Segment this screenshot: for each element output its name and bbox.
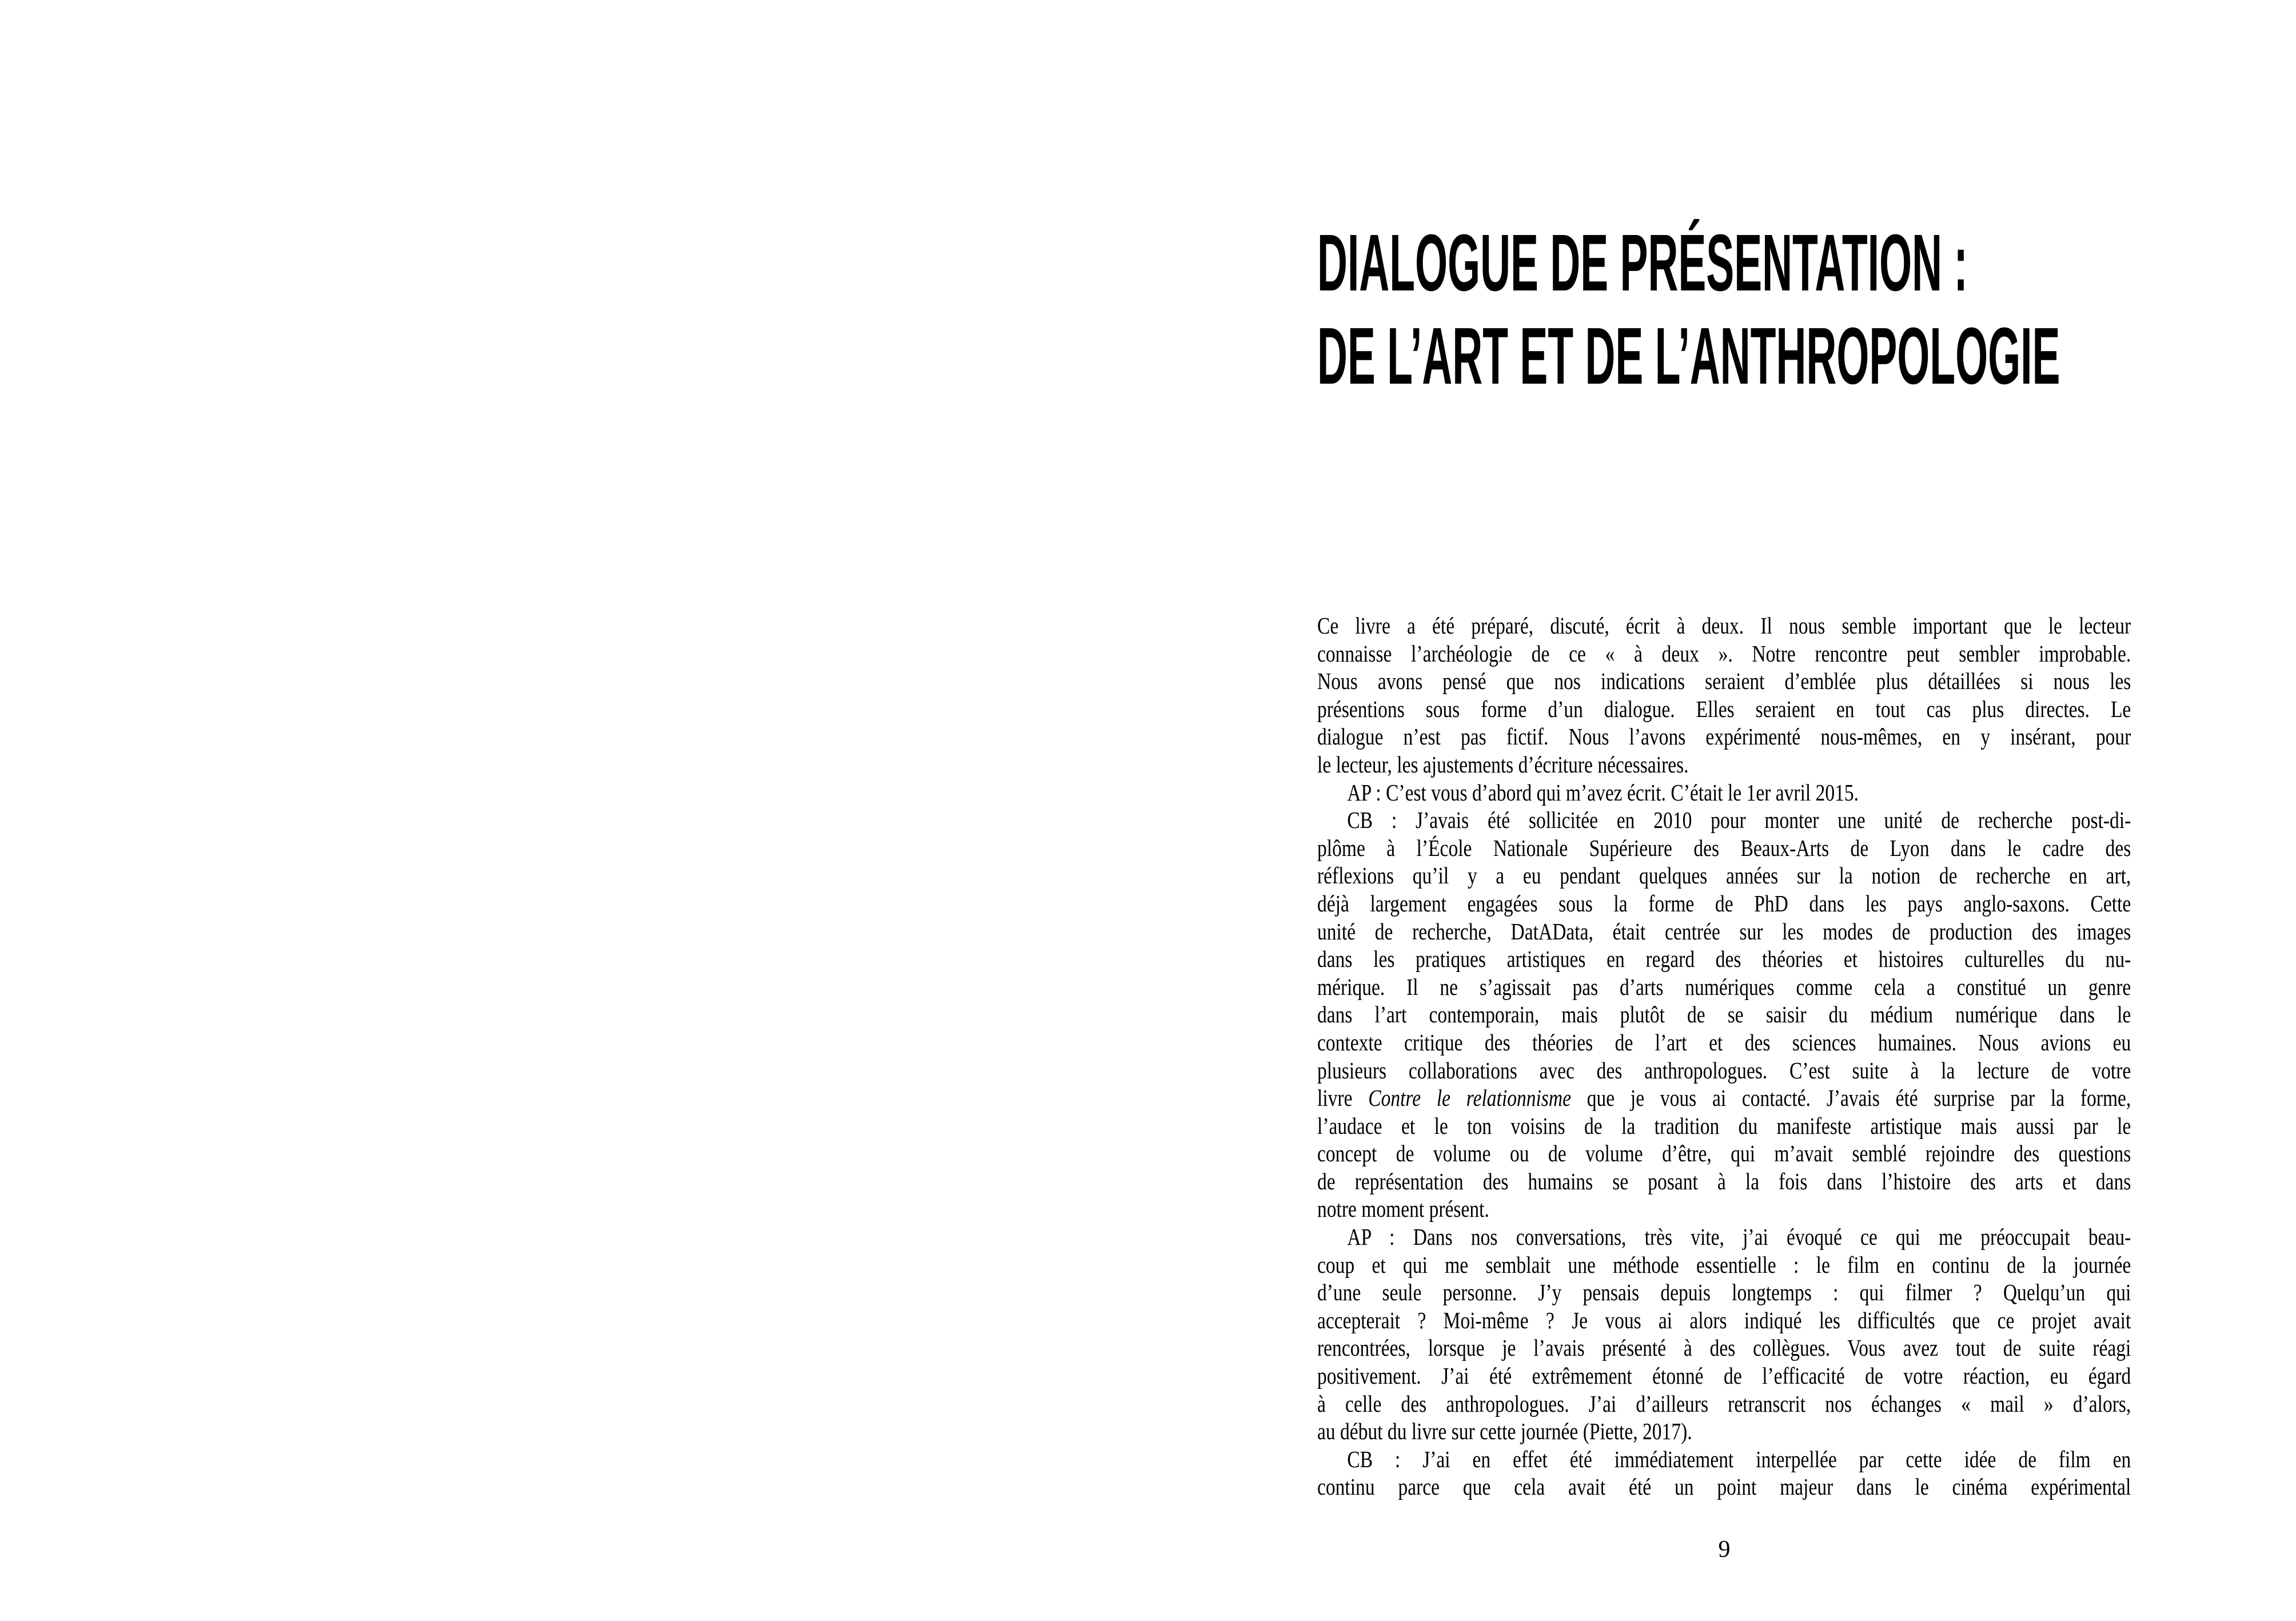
body-line: mérique. Il ne s’agissait pas d’arts numériques comme cela a constitué un genre <box>1317 973 2131 1000</box>
body-line: continu parce que cela avait été un point majeur dans le cinéma expérimental <box>1317 1473 2131 1500</box>
body-line: dans l’art contemporain, mais plutôt de se saisir du médium numérique dans le <box>1317 1001 2131 1028</box>
body-line: rencontrées, lorsque je l’avais présenté à des collègues. Vous avez tout de suite réagi <box>1317 1335 2131 1361</box>
body-line: connaisse l’archéologie de ce « à deux ». Notre rencontre peut sembler improbable. <box>1317 640 2131 667</box>
body-text <box>1317 612 2131 1501</box>
body-line: dialogue n’est pas fictif. Nous l’avons expérimenté nous-mêmes, en y insérant, pour <box>1317 723 2131 750</box>
body-line: AP : Dans nos conversations, très vite, j’ai évoqué ce qui me préoccupait beau- <box>1347 1224 2131 1250</box>
body-line: AP : C’est vous d’abord qui m’avez écrit. C’était le 1er avril 2015. <box>1347 779 1859 806</box>
body-line: notre moment présent. <box>1317 1196 1489 1222</box>
body-line: réflexions qu’il y a eu pendant quelques années sur la notion de recherche en art, <box>1317 862 2131 889</box>
body-line: à celle des anthropologues. J’ai d’ailleurs retranscrit nos échanges « mail » d’alors, <box>1317 1390 2131 1417</box>
body-line: Nous avons pensé que nos indications seraient d’emblée plus détaillées si nous les <box>1317 668 2131 695</box>
body-line: contexte critique des théories de l’art et des sciences humaines. Nous avions eu <box>1317 1029 2131 1056</box>
body-line: déjà largement engagées sous la forme de PhD dans les pays anglo-saxons. Cette <box>1317 890 2131 917</box>
body-line: le lecteur, les ajustements d’écriture nécessaires. <box>1317 751 1689 778</box>
body-line: accepterait ? Moi-même ? Je vous ai alors indiqué les difficultés que ce projet avait <box>1317 1307 2131 1333</box>
body-line: unité de recherche, DatAData, était centrée sur les modes de production des images <box>1317 918 2131 945</box>
body-line: CB : J’avais été sollicitée en 2010 pour monter une unité de recherche post-di- <box>1347 807 2131 834</box>
body-line: l’audace et le ton voisins de la tradition du manifeste artistique mais aussi par le <box>1317 1112 2131 1139</box>
right-page <box>1148 0 2296 1621</box>
body-line: livre Contre le relationnisme que je vous ai contacté. J’avais été surprise par la forme, <box>1317 1085 2131 1112</box>
body-line: concept de volume ou de volume d’être, qui m’avait semblé rejoindre des questions <box>1317 1140 2131 1167</box>
chapter-title <box>1317 216 2296 403</box>
body-line: positivement. J’ai été extrêmement étonné de l’efficacité de votre réaction, eu égard <box>1317 1363 2131 1389</box>
chapter-title-line-1: DIALOGUE DE PRÉSENTATION : <box>1317 217 1968 308</box>
body-line: coup et qui me semblait une méthode essentielle : le film en continu de la journée <box>1317 1251 2131 1278</box>
body-line: CB : J’ai en effet été immédiatement interpellée par cette idée de film en <box>1347 1445 2131 1472</box>
body-line: d’une seule personne. J’y pensais depuis longtemps : qui filmer ? Quelqu’un qui <box>1317 1279 2131 1306</box>
body-line: Ce livre a été préparé, discuté, écrit à deux. Il nous semble important que le lecteur <box>1317 612 2131 639</box>
chapter-title-line-2: DE L’ART ET DE L’ANTHROPOLOGIE <box>1317 310 2060 401</box>
body-line: dans les pratiques artistiques en regard des théories et histoires culturelles du nu- <box>1317 946 2131 973</box>
body-line: de représentation des humains se posant à la fois dans l’histoire des arts et dans <box>1317 1168 2131 1194</box>
body-line: plusieurs collaborations avec des anthropologues. C’est suite à la lecture de votre <box>1317 1057 2131 1084</box>
body-line: au début du livre sur cette journée (Piette, 2017). <box>1317 1418 1692 1445</box>
body-line: plôme à l’École Nationale Supérieure des Beaux-Arts de Lyon dans le cadre des <box>1317 834 2131 861</box>
page-number: 9 <box>1718 1536 1731 1563</box>
body-line: présentions sous forme d’un dialogue. Elles seraient en tout cas plus directes. Le <box>1317 695 2131 722</box>
